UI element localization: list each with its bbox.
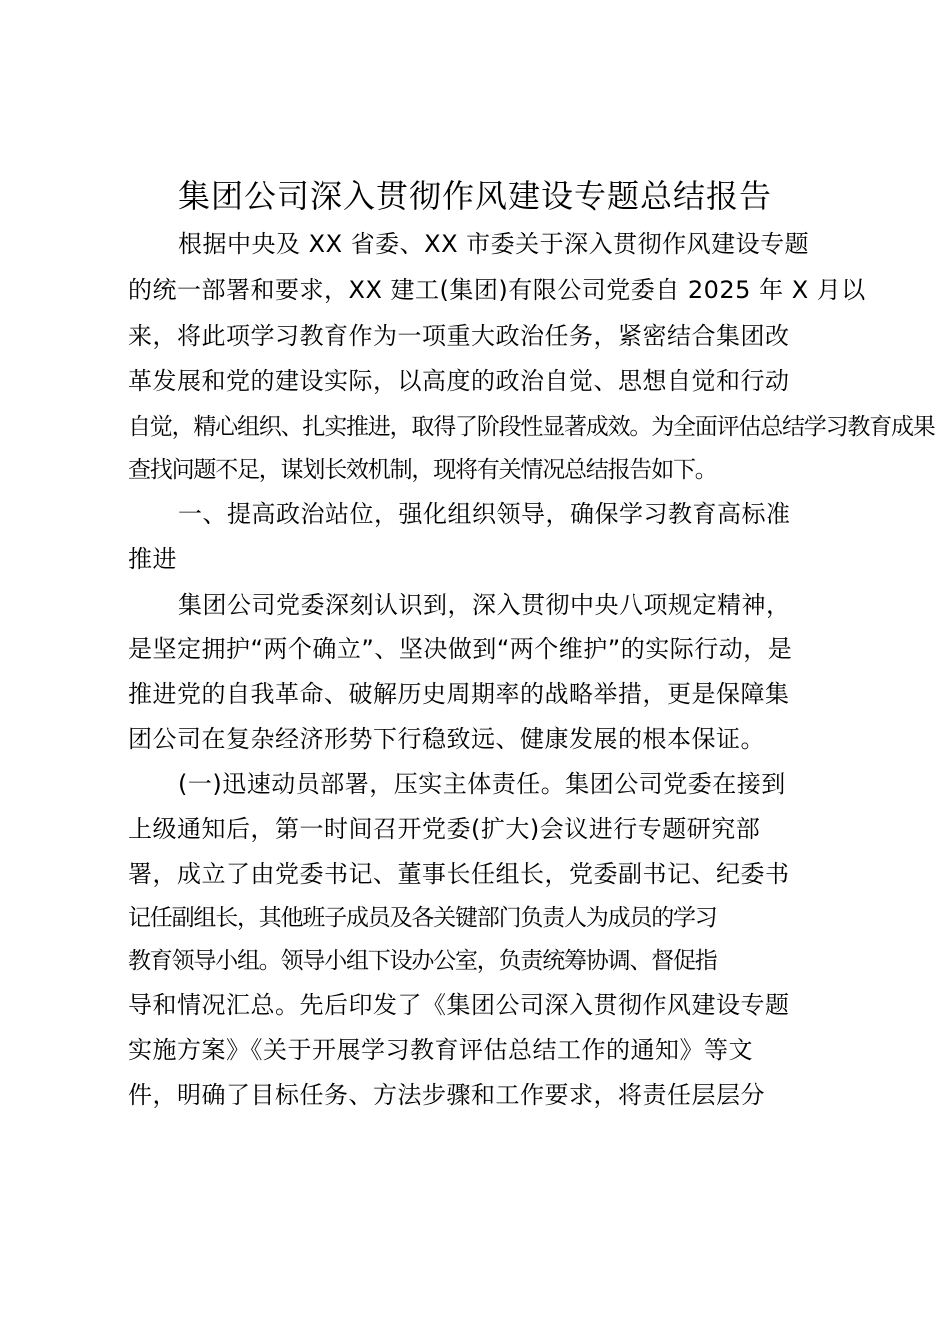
paragraph-line: 团公司在复杂经济形势下行稳致远、健康发展的根本保证。: [128, 725, 765, 753]
paragraph-line: 集团公司党委深刻认识到，深入贯彻中央八项规定精神，: [178, 591, 791, 619]
paragraph-line: 教育领导小组。领导小组下设办公室，负责统筹协调、督促指: [128, 948, 717, 974]
paragraph-line: 署，成立了由党委书记、董事长任组长，党委副书记、纪委书: [128, 860, 790, 888]
paragraph-line: 实施方案》《关于开展学习教育评估总结工作的通知》等文: [128, 1036, 753, 1064]
paragraph-line: 来，将此项学习教育作为一项重大政治任务，紧密结合集团改: [128, 322, 790, 350]
paragraph-line: 推进党的自我革命、破解历史周期率的战略举措，更是保障集: [128, 680, 790, 708]
paragraph-line: 革发展和党的建设实际，以高度的政治自觉、思想自觉和行动: [128, 367, 790, 395]
paragraph-line: 自觉，精心组织、扎实推进，取得了阶段性显著成效。为全面评估总结学习教育成果: [128, 414, 935, 440]
paragraph-line: 查找问题不足，谋划长效机制，现将有关情况总结报告如下。: [128, 457, 717, 483]
paragraph-line: (一)迅速动员部署，压实主体责任。集团公司党委在接到: [178, 770, 786, 798]
section-heading-line: 推进: [128, 545, 177, 573]
paragraph-line: 上级通知后，第一时间召开党委(扩大)会议进行专题研究部: [128, 815, 761, 843]
document-title: 集团公司深入贯彻作风建设专题总结报告: [177, 177, 772, 215]
paragraph-line: 根据中央及 XX 省委、XX 市委关于深入贯彻作风建设专题: [178, 230, 810, 258]
paragraph-line: 件，明确了目标任务、方法步骤和工作要求，将责任层层分: [128, 1081, 765, 1109]
paragraph-line: 记任副组长，其他班子成员及各关键部门负责人为成员的学习: [128, 905, 717, 931]
section-heading-line: 一、提高政治站位，强化组织领导，确保学习教育高标准: [178, 500, 791, 528]
paragraph-line: 导和情况汇总。先后印发了《集团公司深入贯彻作风建设专题: [128, 991, 790, 1019]
paragraph-line: 的统一部署和要求，XX 建工(集团)有限公司党委自 2025 年 X 月以: [128, 276, 866, 304]
paragraph-line: 是坚定拥护“两个确立”、坚决做到“两个维护”的实际行动，是: [128, 635, 793, 663]
